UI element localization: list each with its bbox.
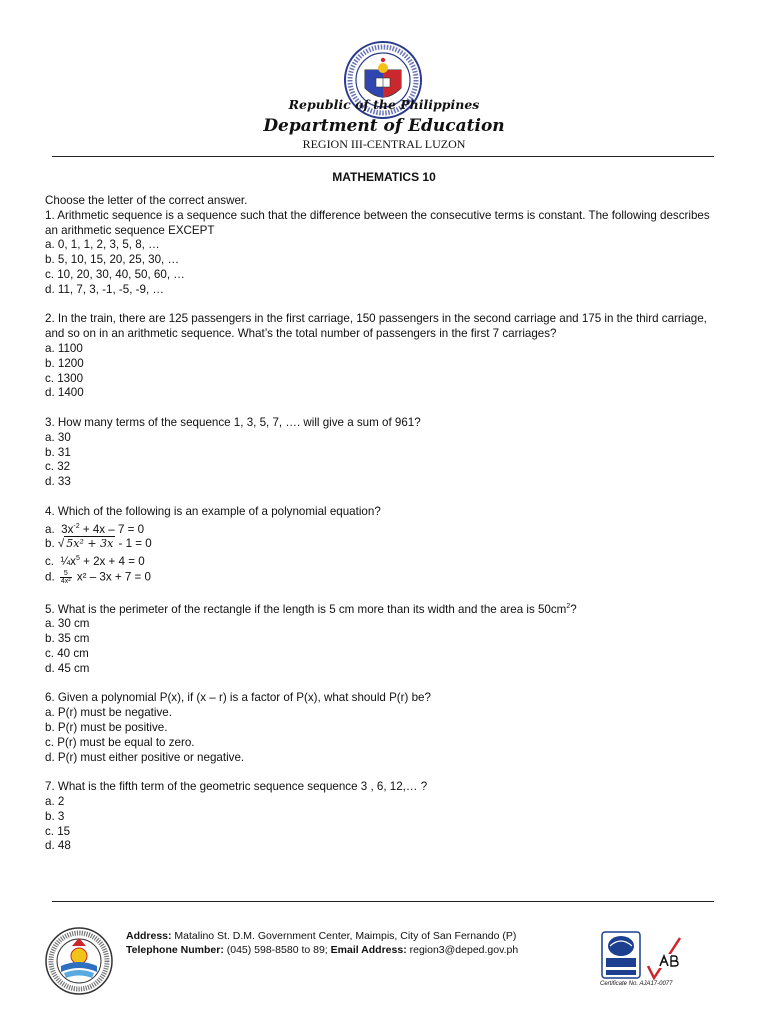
choice-d: d. 48: [45, 839, 71, 853]
question-stem: 2. In the train, there are 125 passengers in the first carriage, 150 passengers in the second carriage and 175 in the third carriage, and so on in an arithmetic sequence. What’s the total number of passengers in the first 7 carriages?: [45, 312, 707, 341]
address-label: Address:: [126, 930, 172, 942]
email-value: region3@deped.gov.ph: [406, 944, 519, 956]
question-stem: 7. What is the fifth term of the geometric sequence sequence 3 , 6, 12,… ?: [45, 780, 428, 794]
choice-b: b. 31: [45, 445, 71, 459]
choice-b: b. 1200: [45, 356, 84, 370]
choice-d: d. 45 cm: [45, 661, 90, 675]
deped-footer-seal-logo: [44, 926, 114, 996]
choice-a: a. P(r) must be negative.: [45, 706, 172, 720]
page-title: MATHEMATICS 10: [332, 170, 436, 184]
choice-a: [45, 520, 725, 538]
certificate-number: Certificate No. AJA17-0077: [600, 981, 673, 987]
choice-label: b.: [45, 537, 55, 551]
expression-base: ¼x: [60, 554, 76, 568]
choice-a: a. 30 cm: [45, 617, 90, 631]
choice-b: b. 35 cm: [45, 632, 90, 646]
choice-d: d. 33: [45, 475, 71, 489]
choice-label: c.: [45, 554, 55, 568]
republic-heading: Republic of the Philippines: [288, 97, 480, 112]
choice-d: [45, 570, 725, 585]
choice-b: b. 5, 10, 15, 20, 25, 30, …: [45, 253, 180, 267]
choice-a: a. 30: [45, 430, 71, 444]
instruction: Choose the letter of the correct answer.: [45, 194, 248, 207]
choice-c: c. 40 cm: [45, 647, 89, 661]
choice-c: [45, 552, 725, 570]
choice-a: a. 1100: [45, 341, 83, 355]
choice-d: d. P(r) must either positive or negative.: [45, 750, 245, 764]
stem-text: 5. What is the perimeter of the rectangle if the length is 5 cm more than its width and the area is 50cm: [45, 602, 567, 616]
choice-c: c. P(r) must be equal to zero.: [45, 735, 195, 749]
choice-a: a. 0, 1, 1, 2, 3, 5, 8, …: [45, 238, 160, 252]
choice-d: d. 11, 7, 3, -1, -5, -9, …: [45, 282, 164, 296]
expression-rest: + 4x – 7 = 0: [79, 522, 145, 536]
question-stem: 1. Arithmetic sequence is a sequence such that the difference between the consecutive terms is constant. The following describes an arithmetic sequence EXCEPT: [45, 208, 710, 237]
choice-label: a.: [45, 522, 55, 536]
question-7: [45, 780, 725, 854]
expression-rest: + 2x + 4 = 0: [79, 554, 145, 568]
choice-c: c. 32: [45, 460, 71, 474]
address-value: Matalino St. D.M. Government Center, Maimpis, City of San Fernando (P): [171, 930, 517, 942]
choice-c: c. 1300: [45, 371, 84, 385]
phone-value: (045) 598-8580 to 89;: [223, 944, 331, 956]
question-stem: 4. Which of the following is an example of a polynomial equation?: [45, 504, 381, 518]
question-2: [45, 312, 725, 401]
phone-label: Telephone Number:: [126, 944, 224, 956]
question-3: [45, 416, 725, 490]
email-label: Email Address:: [330, 944, 407, 956]
square-root-expression: √ 5x² + 3x: [57, 537, 114, 551]
question-4: [45, 505, 725, 585]
question-stem: 6. Given a polynomial P(x), if (x – r) is a factor of P(x), what should P(r) be?: [45, 691, 431, 705]
expression-rest: - 1 = 0: [115, 537, 152, 551]
choice-c: c. 15: [45, 824, 71, 838]
expression-rest: x² – 3x + 7 = 0: [73, 570, 151, 584]
header-divider: [52, 156, 714, 157]
choice-c: c. 10, 20, 30, 40, 50, 60, …: [45, 267, 185, 281]
stem-end: ?: [570, 602, 577, 616]
footer-contact: [126, 929, 518, 957]
denominator: 4x²: [60, 577, 71, 585]
expression-base: 3x: [61, 522, 74, 536]
question-6: [45, 691, 725, 765]
choice-b: b. 3: [45, 809, 65, 823]
footer-phone-email: [126, 943, 518, 957]
exponent: 2: [566, 602, 571, 610]
department-heading: Department of Education: [263, 116, 505, 136]
question-5: [45, 600, 725, 677]
question-1: [45, 209, 725, 298]
choice-b: b. P(r) must be positive.: [45, 721, 168, 735]
exponent: 5: [75, 554, 80, 562]
footer-address: [126, 929, 518, 943]
exponent: -2: [73, 522, 80, 530]
question-stem: 3. How many terms of the sequence 1, 3, 5, 7, …. will give a sum of 961?: [45, 415, 421, 429]
choice-d: d. 1400: [45, 386, 84, 400]
choice-a: a. 2: [45, 795, 65, 809]
radicand: 5x² + 3x: [66, 537, 114, 551]
footer-divider: [52, 901, 714, 902]
fraction: [60, 570, 72, 585]
quiz-body: [45, 194, 725, 869]
choice-label: d.: [45, 570, 55, 584]
region-heading: REGION III-CENTRAL LUZON: [302, 137, 466, 151]
question-stem: [45, 600, 725, 618]
choice-b: [45, 537, 725, 552]
numerator: 5: [60, 570, 72, 578]
